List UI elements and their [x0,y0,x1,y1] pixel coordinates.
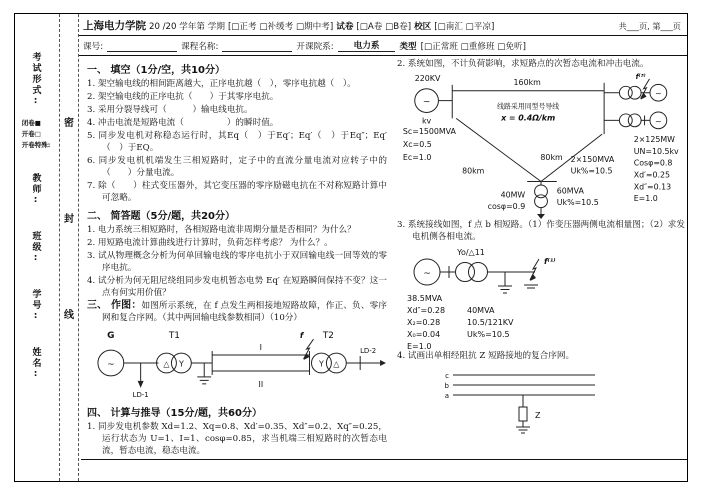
content [79,56,687,476]
type-checkboxes: [□正常班 □重修班 □免听] [420,42,526,52]
diagram-question2 [397,71,685,219]
gen-x0-label: X₀=0.04 [407,330,441,339]
tilde-icon: ~ [655,116,662,126]
impedance-branch [519,395,541,427]
ld1-label: LD-1 [132,390,149,399]
ground-icon [516,427,530,433]
tilde-icon: ~ [423,269,431,279]
section4-title: 四、 计算与推导（15分/题，共60分） [87,408,262,419]
term-text: 20 /20 学年第 学期 [149,22,225,32]
gen-mva-label: 38.5MVA [407,294,443,303]
phase-c-label: c [445,372,449,380]
section3-text: 如图所示系统，在 f 点发生两相接地短路故障，作正、负、零序网和复合序网。（其中两回输电线参数相同）（10分） [102,301,387,323]
mid-transformer-mva: 60MVA [556,186,584,196]
wye-icon: Y [319,359,324,369]
teacher-label: 教师: [30,173,41,207]
transformer-uk-label: Uk%=10.5 [467,330,510,339]
ground-icon [197,363,211,384]
main-area [79,14,687,481]
exam-kind-checkboxes: [□正考 □补缓考 □期中考] [227,22,334,32]
exam-form-options [22,118,51,149]
page-count: 共___页, 第___页 [618,21,681,31]
exam-paper [14,13,688,482]
gen-e-label: E=1.0 [407,342,432,350]
tilde-icon: ~ [655,89,662,99]
ground-icon [498,272,512,293]
ld2-label: LD-2 [360,347,377,356]
diagram-question3 [397,244,655,350]
fault-label: f [299,331,304,341]
short-answer-item: 2. 用短路电流计算曲线进行计算时，负荷怎样考虑？ 为什么？。 [87,238,333,248]
load-mw-label: 40MW [500,190,526,200]
branch-bottom [604,112,667,129]
tilde-icon: ~ [107,359,115,370]
course-no-label: 课号: [83,42,104,52]
calc-item-4: 4. 试画出单相经阻抗 Z 短路接地的复合序网。 [397,351,575,361]
calc-item-1: 1. 同步发电机参数 Xd=1.2、Xq=0.8、Xd′=0.35、Xd″=0.2、Xq″=0.25，运行状态为 U=1、I=1、cosφ=0.85，求当机端三相短路时的次暂态电流，暂态电流，稳态电流。 [87,422,387,456]
transformer-t2-symbol [312,331,347,373]
transformer-mva-label: 40MVA [467,306,495,315]
transformer-t1-symbol [157,331,192,373]
right-column [397,58,685,439]
right-transformer-uk: Uk%=10.5 [570,166,613,176]
short-answer-item: 1. 电力系统三相短路时，各相短路电流非周期分量是否相同？为什么？ [87,225,356,235]
student-no-label: 学号: [30,289,41,323]
transformer-kv-label: 10.5/121KV [467,318,514,327]
type-word: 类型 [399,42,417,52]
fault-lightning-icon [300,331,314,360]
generator-label: G [107,331,115,342]
transformer-mid-symbol [535,181,548,207]
load-arrow-ld2 [346,347,386,370]
diagram-question4 [427,363,647,439]
seal-char-mi: 密 [64,118,74,130]
voltage-label: 220KV [414,73,441,83]
gen-x2-label: X₂=0.28 [407,318,441,327]
right-transformer-mva: 2×150MVA [570,154,615,164]
winding-connection-label: Yo/△11 [457,248,485,257]
ec-label: Ec=1.0 [402,152,432,162]
fill-blank-item: 7. 除（ ）柱式变压器外，其它变压器的零序励磁电抗在不对称短路计算中可忽略。 [87,181,387,203]
seal-char-feng: 封 [64,213,74,225]
t2-label: T2 [322,331,334,342]
line2-label: II [258,379,264,389]
sidebar-labels [15,14,57,381]
calc-item-3: 3. 系统接线如图，f 点 b 相短路。（1）作变压器两侧电流相量图；（2）求发电机侧各相电流。 [397,220,685,242]
load-cos-label: cosφ=0.9 [487,202,526,212]
gen-mw-label: 2×125MW [633,135,675,145]
phase-a-label: a [444,392,449,400]
fill-blank-item: 4. 冲击电流是短路电流（ ）的瞬时值。 [87,118,279,128]
course-name-label: 课程名称: [181,42,219,52]
diagram-section3 [87,325,387,401]
fault-label: f⁽¹⁾ [544,257,556,266]
section3-paragraph [87,300,387,324]
seal-line [59,14,79,481]
school-name: 上海电力学院 [83,20,146,32]
phase-b-label: b [444,382,449,390]
dept-value: 电力系 [338,39,396,52]
gen-un-label: UN=10.5kv [633,146,679,156]
gen-xd-label: Xd″=0.28 [407,306,446,315]
gen-cos-label: Cosφ=0.8 [633,158,673,168]
section2-title: 二、 简答题（5分/题，共20分） [87,211,236,222]
bottom-rule [81,459,687,460]
delta-icon: △ [333,359,340,369]
gen-e-label: E=1.0 [633,194,658,204]
exam-form-label: 考试形式: [30,52,41,108]
course-no-blank [107,41,177,52]
ab-checkboxes: [□A卷 □B卷] [356,22,412,32]
line-160km-label: 160km [513,77,541,87]
header-row-1 [79,14,687,36]
wye-icon: Y [178,359,184,369]
header-row-2 [79,36,687,56]
seal-char-xian: 线 [64,309,74,321]
kv-label: kv [421,116,432,126]
calc-item-2: 2. 系统如图，不计负荷影响，求短路点的次暂态电流和冲击电流。 [397,59,649,69]
load-arrow-down [537,208,545,219]
gen-xd1-label: Xd′=0.25 [633,170,671,180]
section1-title: 一、 填空（1分/空，共10分） [87,65,226,76]
campus-checkboxes: [□南汇 □平凉] [434,22,495,32]
line1-label: I [259,343,263,353]
line-80km-left-label: 80km [462,166,485,176]
closed-book-option: 闭卷■ [21,119,41,127]
left-column [87,58,387,458]
gen-xd2-label: Xd″=0.13 [633,182,672,192]
impedance-z-label: Z [535,411,541,420]
seal-sidebar [15,14,79,481]
fill-blank-item: 1. 架空输电线的相间距离越大，正序电抗越（ ），零序电抗越（ ）。 [87,79,356,89]
open-book-note: 开卷特殊: [21,141,51,149]
open-book-option: 开卷□ [21,130,41,138]
line-80km-right-label: 80km [540,152,563,162]
load-arrow-ld1 [133,363,149,399]
transformer-symbol [456,248,488,282]
section3-title: 三、 作图： [87,300,142,311]
fault-lightning-icon [636,73,650,100]
tilde-icon: ~ [422,97,431,108]
generator-symbol [98,331,124,376]
short-answer-item: 3. 试从物理概念分析为何单回输电线的零序电抗小于双回输电线一回等效的零序电抗。 [87,251,387,273]
fill-blank-item: 6. 同步发电机机端发生三相短路时，定子中的直流分量电流对应转子中的（ ）分量电流。 [87,156,387,178]
paper-word: 试卷 [336,22,354,32]
xc-label: Xc=0.5 [402,139,432,149]
class-label: 班级: [30,231,41,265]
delta-icon: △ [163,359,170,369]
branch-top [604,84,667,101]
course-name-blank [222,41,292,52]
fill-blank-item: 5. 同步发电机对称稳态运行时，其Eq（ ）于Eq′；Eq′（ ）于Eq″；Eq′（ ）于EQ。 [87,131,387,153]
fill-blank-item: 2. 架空输电线的正序电抗（ ）于其零序电抗。 [87,92,279,102]
name-label: 姓名: [30,347,41,381]
campus-word: 校区 [414,22,432,32]
short-answer-item: 4. 试分析为何无阻尼绕组同步发电机暂态电势 Eq′ 在短路瞬间保持不变？这一点有何实用价值？ [87,276,387,298]
fill-blank-item: 3. 采用分裂导线可（ ）输电线电抗。 [87,105,253,115]
t1-label: T1 [168,331,180,342]
fault-label: f⁽³⁾ [635,72,646,81]
sc-label: Sc=1500MVA [402,127,456,137]
line-note: 线路采用同型号导线 [497,102,560,111]
line-impedance-note: x = 0.4Ω/km [501,113,556,123]
mid-transformer-uk: Uk%=10.5 [556,198,599,208]
generator-symbol [414,259,440,285]
dept-label: 开课院系: [296,42,334,52]
system-source-symbol [415,89,439,126]
